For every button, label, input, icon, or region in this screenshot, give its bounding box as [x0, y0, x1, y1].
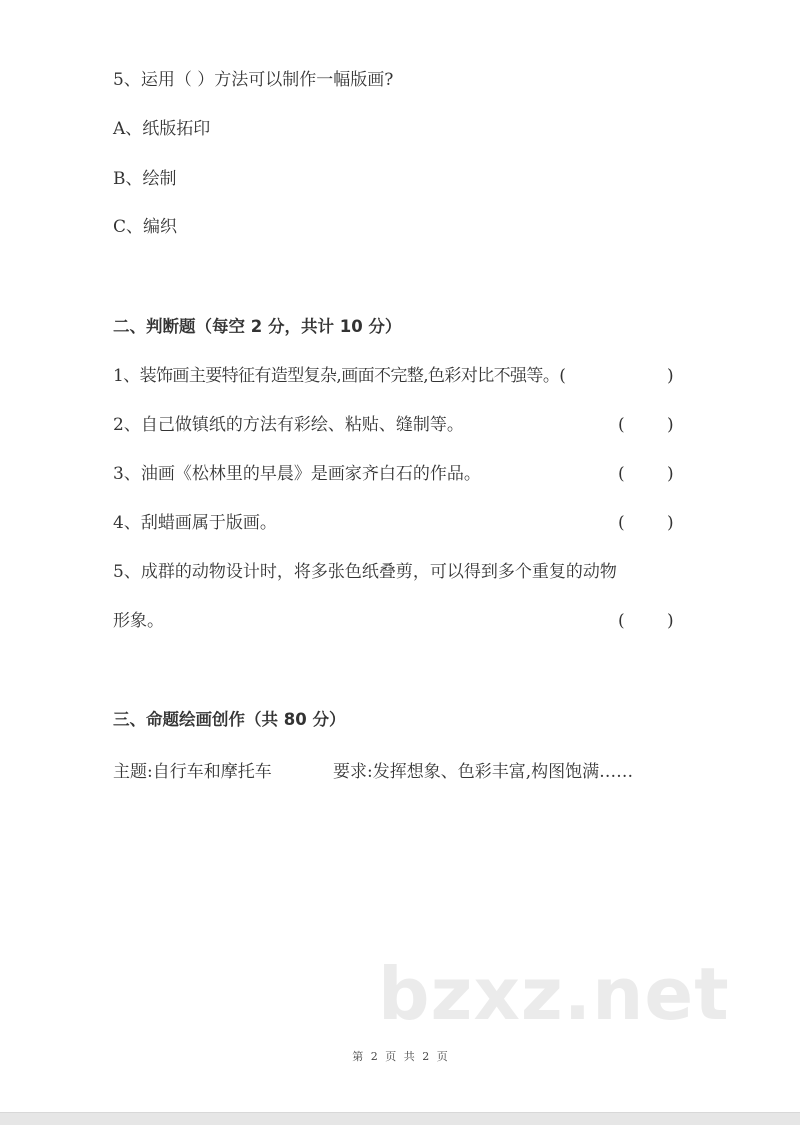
answer-paren-open: ( — [618, 464, 625, 484]
answer-paren-close: ) — [667, 415, 674, 435]
option-c: C、编织 — [113, 217, 178, 237]
page-separator — [0, 1112, 800, 1125]
section-3-title: 三、命题绘画创作（共 80 分） — [113, 710, 346, 729]
page-footer: 第 2 页 共 2 页 — [352, 1050, 448, 1063]
question-5-stem: 5、运用（ ）方法可以制作一幅版画? — [113, 70, 394, 90]
judge-item-2: 2、自己做镇纸的方法有彩绘、粘贴、缝制等。 — [113, 415, 464, 435]
section-2-title: 二、判断题（每空 2 分，共计 10 分） — [113, 317, 402, 336]
drawing-theme: 主题:自行车和摩托车 — [113, 762, 272, 782]
answer-paren-close: ) — [667, 611, 674, 631]
judge-item-3: 3、油画《松林里的早晨》是画家齐白石的作品。 — [113, 464, 481, 484]
drawing-requirement: 要求:发挥想象、色彩丰富,构图饱满…… — [333, 762, 634, 782]
judge-item-5-cont: 形象。 — [113, 611, 164, 631]
judge-item-4: 4、刮蜡画属于版画。 — [113, 513, 277, 533]
answer-paren-open: ( — [618, 513, 625, 533]
judge-item-1: 1、装饰画主要特征有造型复杂,画面不完整,色彩对比不强等。( — [113, 366, 566, 386]
judge-item-5: 5、成群的动物设计时，将多张色纸叠剪，可以得到多个重复的动物 — [113, 562, 617, 582]
answer-paren-close: ) — [667, 513, 674, 533]
answer-paren-open: ( — [618, 611, 625, 631]
option-a: A、纸版拓印 — [113, 119, 211, 139]
answer-paren-close: ) — [667, 366, 674, 386]
option-b: B、绘制 — [113, 169, 177, 189]
watermark-logo: bzxz.net — [378, 952, 730, 1036]
answer-paren-close: ) — [667, 464, 674, 484]
answer-paren-open: ( — [618, 415, 625, 435]
